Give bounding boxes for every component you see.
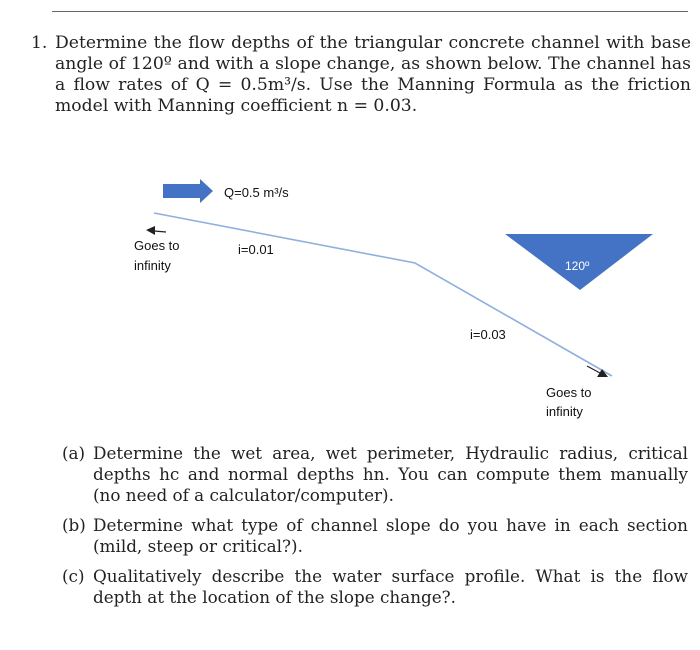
top-rule	[52, 11, 688, 12]
subquestion-text: Qualitatively describe the water surface profile. What is the flow depth at the location of the slope change?.	[93, 566, 688, 607]
problem-text: Determine the flow depths of the triangular concrete channel with base angle of 120º and with a slope change, as shown below. The channel has a flow rates of Q = 0.5m³/s. Use the Manning Formula as the friction model with Manning coefficient n = 0.03.	[55, 33, 691, 116]
right-infinity-arrow	[587, 366, 600, 373]
right-infinity-label: infinity	[546, 404, 583, 419]
downstream-slope-label: i=0.03	[470, 327, 506, 342]
left-goes-to-label: Goes to	[134, 238, 180, 253]
left-infinity-label: infinity	[134, 258, 171, 273]
right-goes-to-label: Goes to	[546, 385, 592, 400]
left-arrowhead-icon	[146, 226, 155, 235]
base-angle-label: 120º	[565, 259, 590, 273]
subquestion-label: (c)	[62, 566, 85, 586]
upstream-slope-label: i=0.01	[238, 242, 274, 257]
problem-number: 1.	[31, 33, 48, 53]
subquestion-text: Determine the wet area, wet perimeter, Hydraulic radius, critical depths hc and normal depths hn. You can compute them manually (no need of a calculator/computer).	[93, 443, 688, 505]
left-infinity-arrow	[154, 231, 166, 232]
subquestion-label: (b)	[62, 515, 86, 535]
subquestion-text: Determine what type of channel slope do you have in each section (mild, steep or critical?).	[93, 515, 688, 556]
flow-arrow-icon	[163, 179, 213, 203]
flow-rate-label: Q=0.5 m³/s	[224, 185, 289, 200]
channel-diagram	[0, 160, 700, 430]
subquestion-label: (a)	[62, 443, 86, 463]
